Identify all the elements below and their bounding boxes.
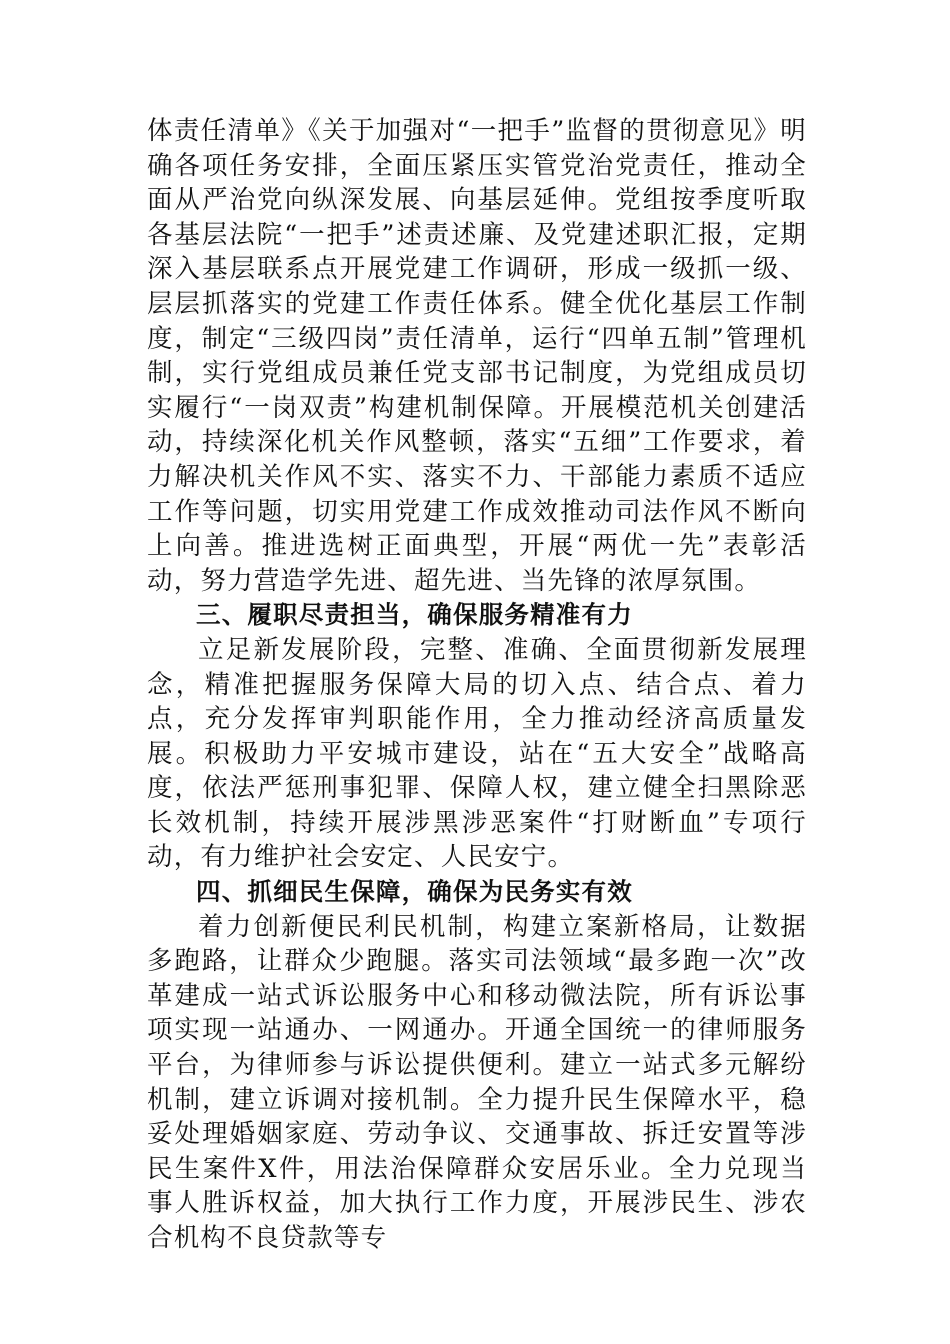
body-paragraph: 着力创新便民利民机制，构建立案新格局，让数据多跑路，让群众少跑腿。落实司法领域“最多跑一次”改革建成一站式诉讼服务中心和移动微法院，所有诉讼事项实现一站通办、一网通办。开通全国统一的律师服务平台，为律师参与诉讼提供便利。建立一站式多元解纷机制，建立诉调对接机制。全力提升民生保障水平，稳妥处理婚姻家庭、劳动争议、交通事故、拆迁安置等涉民生案件X件，用法治保障群众安居乐业。全力兑现当事人胜诉权益，加大执行工作力度，开展涉民生、涉农合机构不良贷款等专	[147, 911, 807, 1253]
section-heading: 四、抓细民生保障，确保为民务实有效	[196, 877, 633, 907]
section-heading: 三、履职尽责担当，确保服务精准有力	[196, 600, 633, 630]
body-paragraph: 体责任清单》《关于加强对“一把手”监督的贯彻意见》明确各项任务安排，全面压紧压实管党治党责任，推动全面从严治党向纵深发展、向基层延伸。党组按季度听取各基层法院“一把手”述责述廉、及党建述职汇报，定期深入基层联系点开展党建工作调研，形成一级抓一级、层层抓落实的党建工作责任体系。健全优化基层工作制度，制定“三级四岗”责任清单，运行“四单五制”管理机制，实行党组成员兼任党支部书记制度，为党组成员切实履行“一岗双责”构建机制保障。开展模范机关创建活动，持续深化机关作风整顿，落实“五细”工作要求，着力解决机关作风不实、落实不力、干部能力素质不适应工作等问题，切实用党建工作成效推动司法作风不断向上向善。推进选树正面典型，开展“两优一先”表彰活动，努力营造学先进、超先进、当先锋的浓厚氛围。	[147, 116, 807, 596]
body-paragraph: 立足新发展阶段，完整、准确、全面贯彻新发展理念，精准把握服务保障大局的切入点、结合点、着力点，充分发挥审判职能作用，全力推动经济高质量发展。积极助力平安城市建设，站在“五大安全”战略高度，依法严惩刑事犯罪、保障人权，建立健全扫黑除恶长效机制，持续开展涉黑涉恶案件“打财断血”专项行动，有力维护社会安定、人民安宁。	[147, 634, 807, 873]
document-body	[147, 114, 807, 1256]
